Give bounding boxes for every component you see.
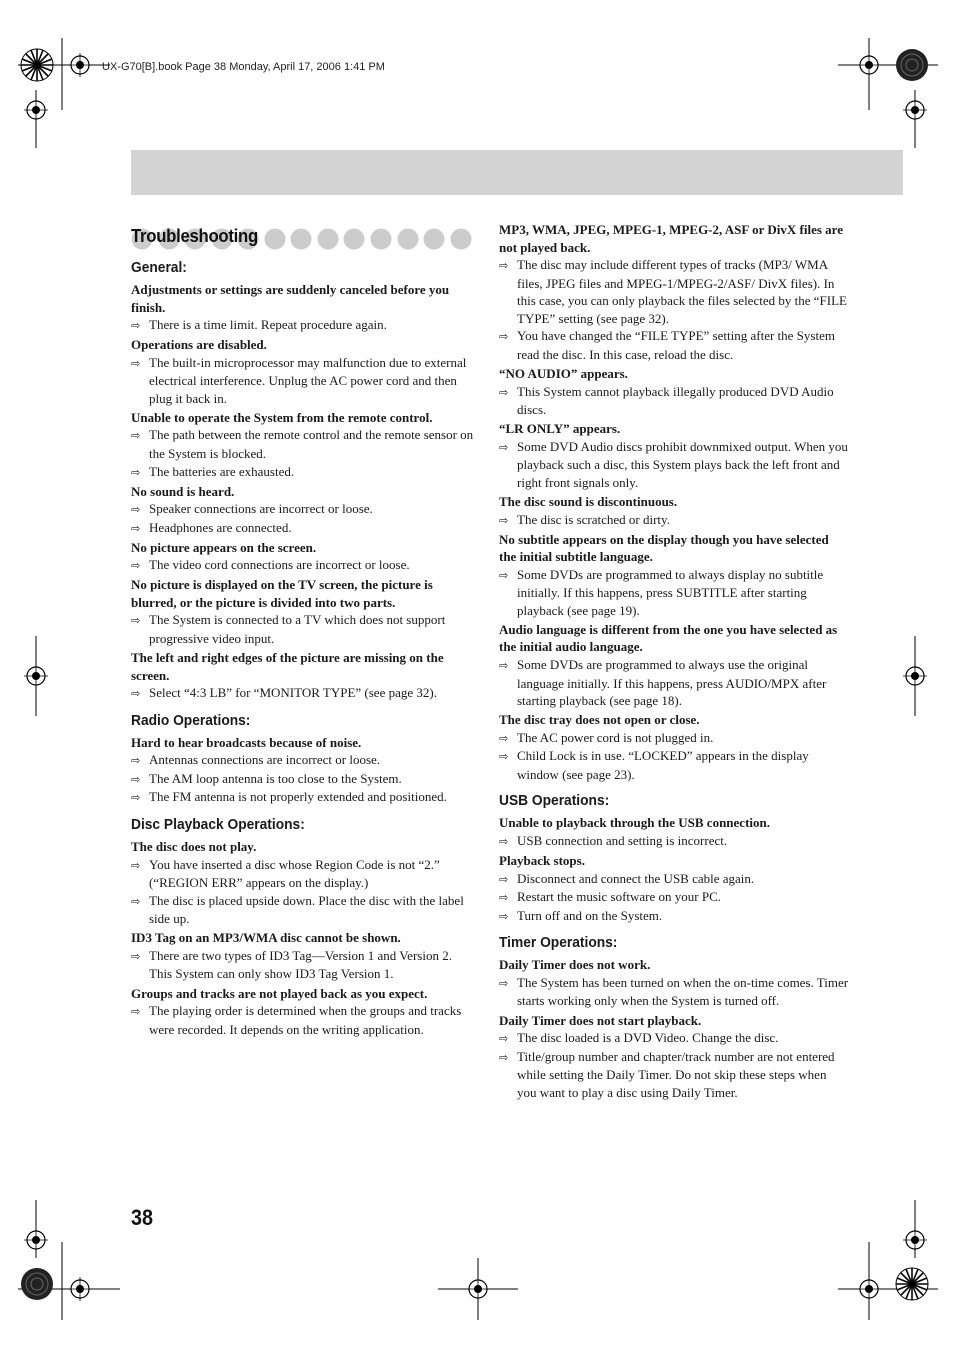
solution-text: The System is connected to a TV which does not support progressive video input. [149,612,446,647]
solution-item [499,1048,849,1102]
troubleshooting-entry [131,336,477,407]
solution-text: You have inserted a disc whose Region Code is not “2.” (“REGION ERR” appears on the display.) [149,856,440,891]
problem-text: Unable to playback through the USB connection. [499,815,770,831]
arrow-right-icon: ⇨ [499,872,509,886]
solution-item [499,870,849,889]
troubleshooting-entry [499,711,849,783]
section-usb-operations [499,792,849,925]
solution-text: The AC power cord is not plugged in. [517,729,714,745]
solution-text: Title/group number and chapter/track number are not entered while setting the Daily Timer. Do not skip these steps when you want to play a disc using Daily Timer. [517,1048,835,1100]
solution-item [131,463,477,482]
solution-item [131,856,477,892]
solution-item [131,519,477,538]
arrow-right-icon: ⇨ [499,1032,509,1046]
solution-item [131,788,477,807]
problem-text: The disc sound is discontinuous. [499,494,678,510]
solution-text: The System has been turned on when the on-time comes. Timer starts working only when the System is turned off. [517,974,849,1009]
problem-text: Audio language is different from the one you have selected as the initial audio language. [499,621,838,655]
arrow-right-icon: ⇨ [131,614,141,628]
solution-text: The disc may include different types of tracks (MP3/ WMA files, JPEG files and MPEG-1/MPEG-2/ASF/ DivX files). In this case, you can only playback the files selected by the “FILE TYPE” setting (see page 32). [517,257,847,326]
arrow-right-icon: ⇨ [499,385,509,399]
problem-text: The disc tray does not open or close. [499,712,700,728]
print-info: UX-G70[B].book Page 38 Monday, April 17, 2006 1:41 PM [102,61,385,73]
solution-item [131,426,477,462]
arrow-right-icon: ⇨ [131,429,141,443]
solution-text: Disconnect and connect the USB cable again. [517,870,755,886]
solution-text: This System cannot playback illegally produced DVD Audio discs. [517,383,834,418]
arrow-right-icon: ⇨ [499,513,509,527]
solution-text: The batteries are exhausted. [149,463,295,479]
problem-text: Unable to operate the System from the remote control. [131,409,433,425]
solution-text: Some DVDs are programmed to always display no subtitle initially. If this happens, press SUBTITLE after starting playback (see page 19). [517,566,824,618]
arrow-right-icon: ⇨ [499,731,509,745]
problem-text: No picture appears on the screen. [131,539,317,555]
subsection-heading: Disc Playback Operations: [131,817,305,833]
arrow-right-icon: ⇨ [499,330,509,344]
troubleshooting-entry [131,985,477,1039]
arrow-right-icon: ⇨ [131,521,141,535]
arrow-right-icon: ⇨ [499,1050,509,1064]
subsection-heading: USB Operations: [499,793,610,810]
problem-text: ID3 Tag on an MP3/WMA disc cannot be shown. [131,930,401,946]
arrow-right-icon: ⇨ [499,259,509,272]
solution-item [499,729,849,748]
solution-text: Some DVDs are programmed to always use the original language initially. If this happens, press AUDIO/MPX after starting playback (see page 18). [517,656,827,709]
solution-text: There is a time limit. Repeat procedure again. [149,317,387,332]
arrow-right-icon: ⇨ [131,1005,141,1019]
solution-text: USB connection and setting is incorrect. [517,832,728,848]
solution-item [499,656,849,710]
solution-item [499,438,849,492]
arrow-right-icon: ⇨ [131,949,141,963]
subsection-heading: Timer Operations: [499,935,618,952]
arrow-right-icon: ⇨ [499,658,509,672]
arrow-right-icon: ⇨ [499,750,509,764]
solution-text: The disc is scratched or dirty. [517,511,670,527]
solution-text: There are two types of ID3 Tag—Version 1 and Version 2. This System can only show ID3 Tag Version 1. [149,947,452,982]
problem-text: Hard to hear broadcasts because of noise. [131,734,362,750]
solution-item [131,316,477,335]
header-band [131,150,903,195]
troubleshooting-entry [131,576,477,647]
solution-text: The video cord connections are incorrect or loose. [149,557,410,573]
section-disc-playback-operations [131,816,477,1038]
solution-item [499,383,849,419]
solution-item [499,327,849,363]
solution-text: Select “4:3 LB” for “MONITOR TYPE” (see page 32). [149,685,437,701]
problem-text: The disc does not play. [131,839,257,854]
solution-item [131,684,477,703]
arrow-right-icon: ⇨ [131,791,141,805]
solution-text: The disc is placed upside down. Place the disc with the label side up. [149,892,464,927]
solution-item [499,832,849,851]
arrow-right-icon: ⇨ [499,909,509,923]
solution-item [499,907,849,926]
arrow-right-icon: ⇨ [499,976,509,990]
solution-text: Turn off and on the System. [517,907,663,923]
problem-text: Groups and tracks are not played back as you expect. [131,985,428,1001]
solution-item [131,354,477,408]
problem-text: Daily Timer does not start playback. [499,1012,702,1028]
troubleshooting-entry [499,956,849,1010]
subsection-heading: Radio Operations: [131,712,251,729]
section-continued [499,221,849,783]
solution-text: Headphones are connected. [149,519,292,535]
arrow-right-icon: ⇨ [131,687,141,701]
section-general [131,259,477,703]
arrow-right-icon: ⇨ [131,894,141,908]
solution-item [499,1029,849,1048]
solution-item [499,888,849,907]
troubleshooting-entry [131,483,477,538]
arrow-right-icon: ⇨ [499,834,509,848]
troubleshooting-entry [131,929,477,983]
arrow-right-icon: ⇨ [131,772,141,786]
section-header [131,226,476,252]
troubleshooting-entry [499,814,849,850]
arrow-right-icon: ⇨ [131,754,141,768]
solution-item [499,256,849,327]
problem-text: No sound is heard. [131,483,235,499]
arrow-right-icon: ⇨ [131,858,141,872]
troubleshooting-entry [131,649,477,703]
troubleshooting-entry [131,281,477,335]
arrow-right-icon: ⇨ [499,568,509,582]
problem-text: “LR ONLY” appears. [499,421,621,437]
problem-text: Daily Timer does not work. [499,957,651,973]
solution-item [499,511,849,530]
solution-text: Restart the music software on your PC. [517,889,721,905]
left-column [131,259,477,1038]
solution-item [131,500,477,519]
solution-item [499,566,849,620]
solution-text: The built-in microprocessor may malfunction due to external electrical interference. Unplug the AC power cord and then plug it back in. [149,354,467,406]
troubleshooting-entry [499,420,849,491]
solution-item [131,611,477,647]
problem-text: No picture is displayed on the TV screen, the picture is blurred, or the picture is divided into two parts. [131,577,433,610]
troubleshooting-entry [499,1012,849,1102]
solution-text: The playing order is determined when the groups and tracks were recorded. It depends on the writing application. [149,1003,462,1037]
solution-item [131,770,477,789]
section-title: Troubleshooting [131,226,258,246]
page-number: 38 [131,1205,154,1230]
solution-item [131,947,477,983]
solution-item [131,892,477,928]
solution-text: Child Lock is in use. “LOCKED” appears in the display window (see page 23). [517,748,809,782]
troubleshooting-entry [131,409,477,481]
solution-text: The disc loaded is a DVD Video. Change the disc. [517,1030,779,1046]
arrow-right-icon: ⇨ [131,559,141,573]
arrow-right-icon: ⇨ [499,891,509,905]
solution-text: The path between the remote control and the remote sensor on the System is blocked. [149,427,474,461]
subsection-heading: General: [131,260,187,276]
problem-text: MP3, WMA, JPEG, MPEG-1, MPEG-2, ASF or DivX files are not played back. [499,222,843,255]
problem-text: No subtitle appears on the display though you have selected the initial subtitle language. [499,531,829,565]
arrow-right-icon: ⇨ [131,465,141,479]
solution-text: Some DVD Audio discs prohibit downmixed output. When you playback such a disc, this System plays back the left front and right front signals only. [517,438,848,490]
arrow-right-icon: ⇨ [131,503,141,517]
section-timer-operations [499,934,849,1101]
problem-text: Adjustments or settings are suddenly canceled before you finish. [131,282,450,315]
problem-text: The left and right edges of the picture are missing on the screen. [131,650,444,683]
arrow-right-icon: ⇨ [131,319,141,332]
troubleshooting-entry [131,539,477,575]
troubleshooting-entry [131,838,477,928]
problem-text: Operations are disabled. [131,337,267,353]
troubleshooting-entry [131,734,477,807]
troubleshooting-entry [499,493,849,529]
solution-text: The FM antenna is not properly extended and positioned. [149,789,447,805]
solution-item [499,974,849,1010]
solution-text: You have changed the “FILE TYPE” setting after the System read the disc. In this case, reload the disc. [517,328,835,362]
problem-text: “NO AUDIO” appears. [499,366,628,382]
troubleshooting-entry [499,365,849,419]
solution-item [499,747,849,783]
troubleshooting-entry [499,221,849,364]
solution-text: Antennas connections are incorrect or loose. [149,752,381,768]
arrow-right-icon: ⇨ [131,356,141,370]
arrow-right-icon: ⇨ [499,440,509,454]
section-radio-operations [131,712,477,807]
troubleshooting-entry [499,852,849,925]
solution-text: Speaker connections are incorrect or loose. [149,501,373,517]
problem-text: Playback stops. [499,853,585,869]
solution-item [131,556,477,575]
solution-item [131,1002,477,1038]
right-column [499,221,849,1101]
solution-item [131,751,477,770]
solution-text: The AM loop antenna is too close to the System. [149,770,402,786]
troubleshooting-entry [499,621,849,710]
troubleshooting-entry [499,531,849,620]
